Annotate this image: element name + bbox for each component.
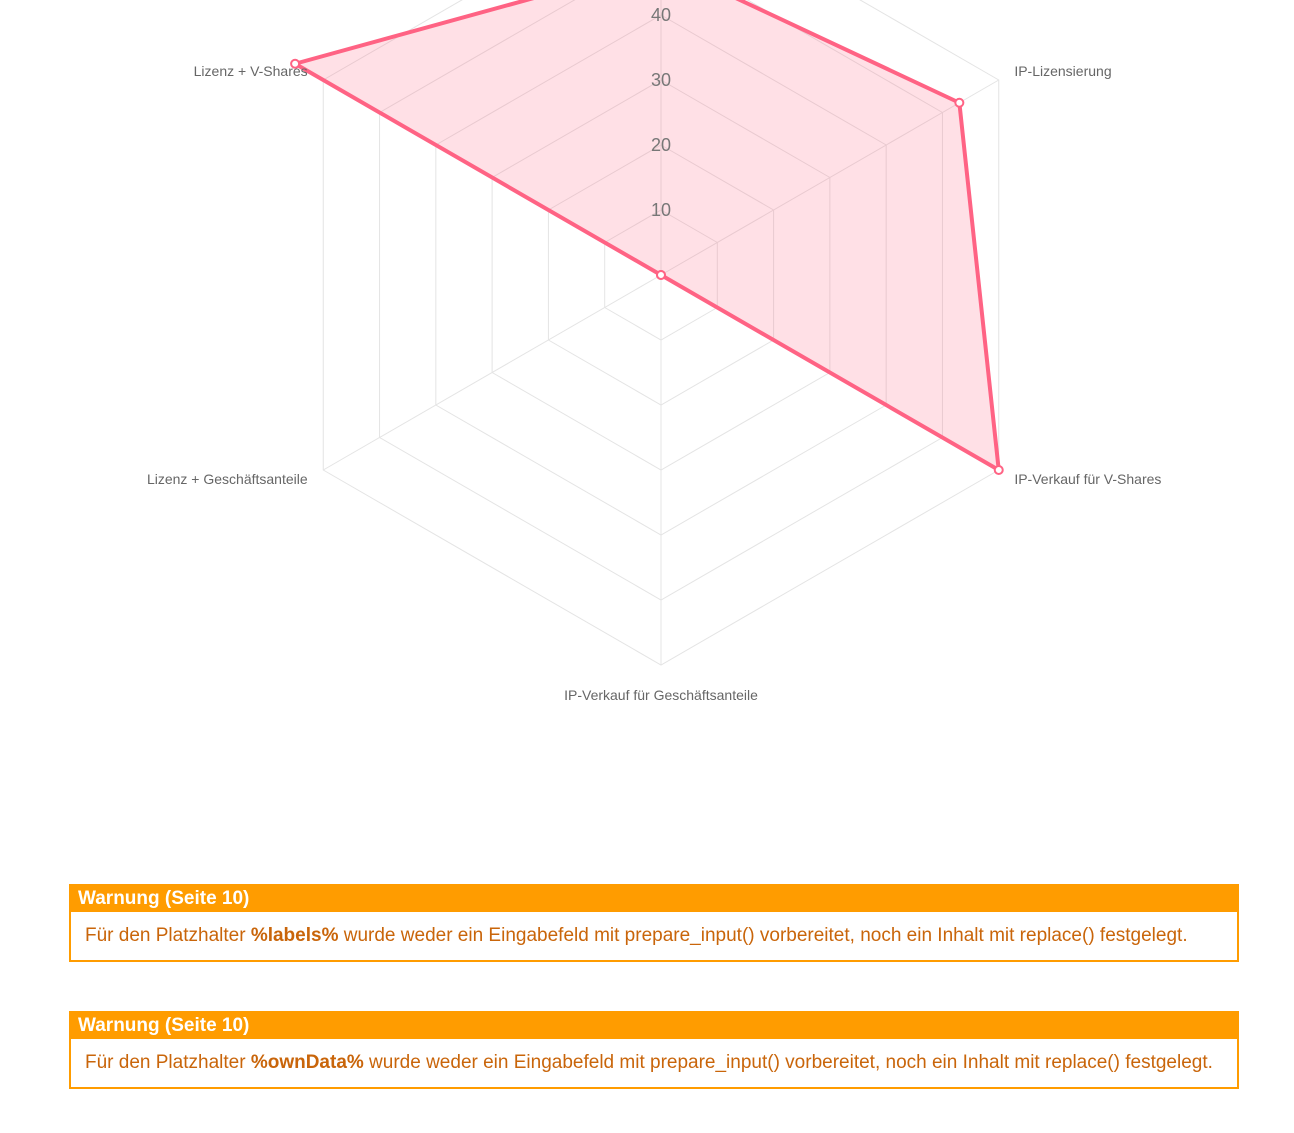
data-point xyxy=(995,466,1003,474)
tick-label: 10 xyxy=(650,200,672,220)
tick-label: 20 xyxy=(650,135,672,155)
warning-box-owndata xyxy=(69,1011,1239,1089)
warning-message xyxy=(71,1039,1237,1087)
warning-placeholder: %labels% xyxy=(250,925,339,946)
warning-text-after: wurde weder ein Eingabefeld mit prepare_input() vorbereitet, noch ein Inhalt mit replace() festgelegt. xyxy=(363,1052,1213,1073)
warning-text-before: Für den Platzhalter xyxy=(85,925,251,946)
data-point xyxy=(657,271,665,279)
tick-label: 30 xyxy=(650,70,672,90)
axis-label: IP-Verkauf für Geschäftsanteile xyxy=(564,687,758,703)
warning-placeholder: %ownData% xyxy=(250,1052,364,1073)
warning-box-labels xyxy=(69,884,1239,962)
axis-label: IP-Verkauf für V-Shares xyxy=(1014,471,1162,487)
warning-text-before: Für den Platzhalter xyxy=(85,1052,251,1073)
warning-title: Warnung (Seite 10) xyxy=(71,1013,1237,1039)
tick-label: 40 xyxy=(650,5,672,25)
warning-text-after: wurde weder ein Eingabefeld mit prepare_input() vorbereitet, noch ein Inhalt mit replace() festgelegt. xyxy=(338,925,1188,946)
series-area xyxy=(295,0,999,470)
axis-label: Lizenz + Geschäftsanteile xyxy=(146,471,308,487)
axis-label: IP-Lizensierung xyxy=(1014,63,1112,79)
data-point xyxy=(955,99,963,107)
warning-message xyxy=(71,912,1237,960)
warning-title: Warnung (Seite 10) xyxy=(71,886,1237,912)
axis-label: Lizenz + V-Shares xyxy=(193,63,308,79)
